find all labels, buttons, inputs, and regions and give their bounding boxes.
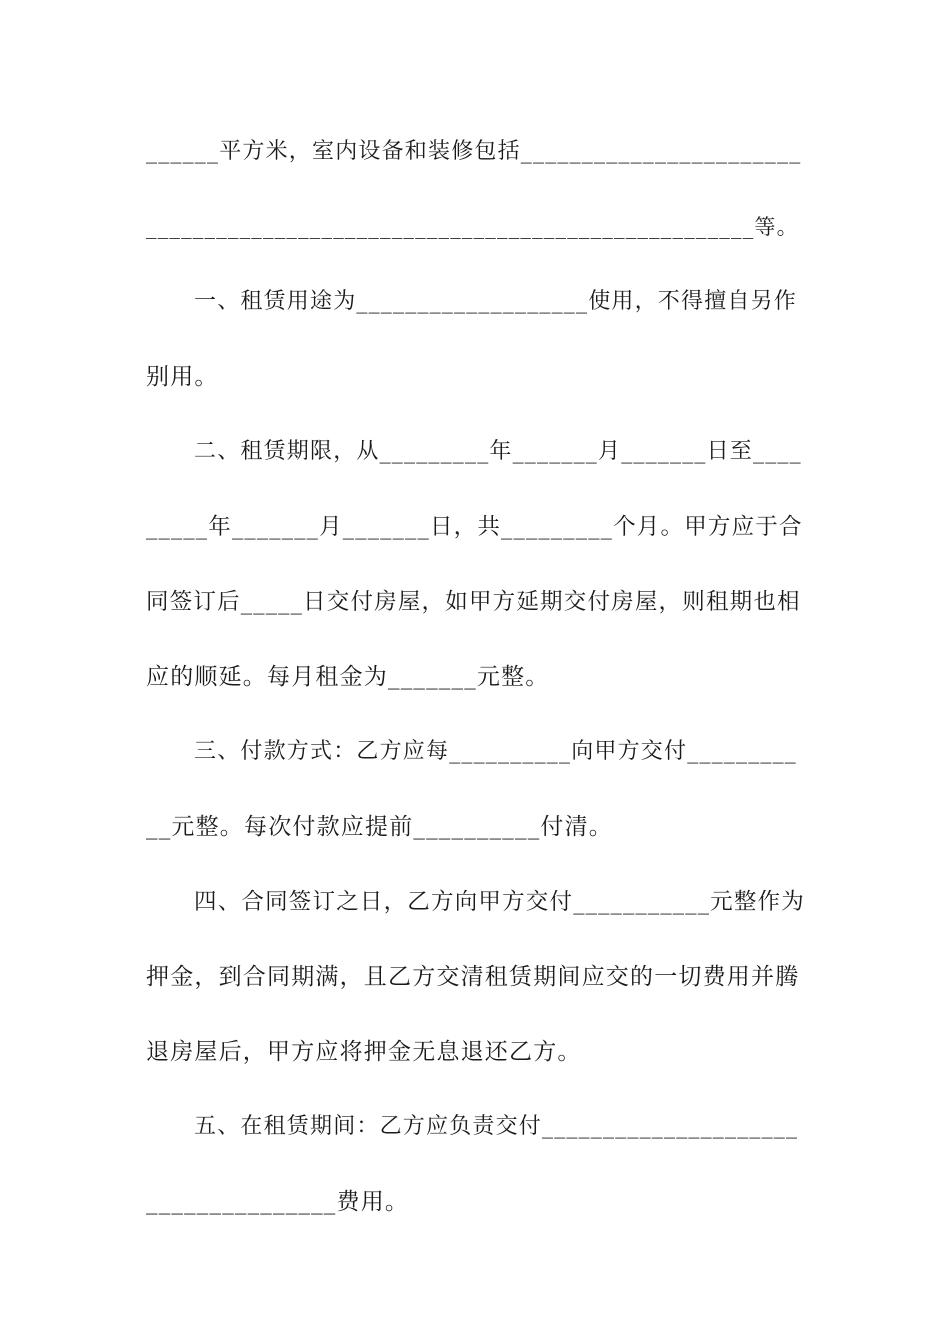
clause-2-term-cont-2: 同签订后_____日交付房屋，如甲方延期交付房屋，则租期也相 bbox=[146, 589, 801, 615]
text-line-equipment-cont: ____________________________________________________等。 bbox=[146, 215, 799, 239]
clause-2-term: 二、租赁期限，从_________年_______月_______日至____ bbox=[194, 439, 802, 464]
clause-1-usage-cont: 别用。 bbox=[146, 364, 219, 390]
clause-4-deposit-cont-1: 押金，到合同期满，且乙方交清租赁期间应交的一切费用并腾 bbox=[146, 964, 800, 990]
clause-3-payment: 三、付款方式：乙方应每__________向甲方交付_________ bbox=[194, 739, 798, 764]
clause-5-fees-cont: _______________费用。 bbox=[146, 1189, 410, 1215]
clause-4-deposit: 四、合同签订之日，乙方向甲方交付___________元整作为 bbox=[194, 889, 805, 915]
clause-1-usage: 一、租赁用途为___________________使用，不得擅自另作 bbox=[194, 289, 798, 314]
clause-2-term-cont-1: _____年_______月_______日，共_________个月。甲方应于合 bbox=[146, 514, 803, 540]
clause-3-payment-cont: __元整。每次付款应提前__________付清。 bbox=[146, 814, 613, 840]
clause-4-deposit-cont-2: 退房屋后，甲方应将押金无息退还乙方。 bbox=[146, 1039, 582, 1065]
text-line-area-equipment: ______平方米，室内设备和装修包括_______________________ bbox=[146, 139, 802, 164]
clause-2-term-cont-3: 应的顺延。每月租金为_______元整。 bbox=[146, 664, 550, 690]
clause-5-fees: 五、在租赁期间：乙方应负责交付_____________________ bbox=[194, 1114, 799, 1139]
